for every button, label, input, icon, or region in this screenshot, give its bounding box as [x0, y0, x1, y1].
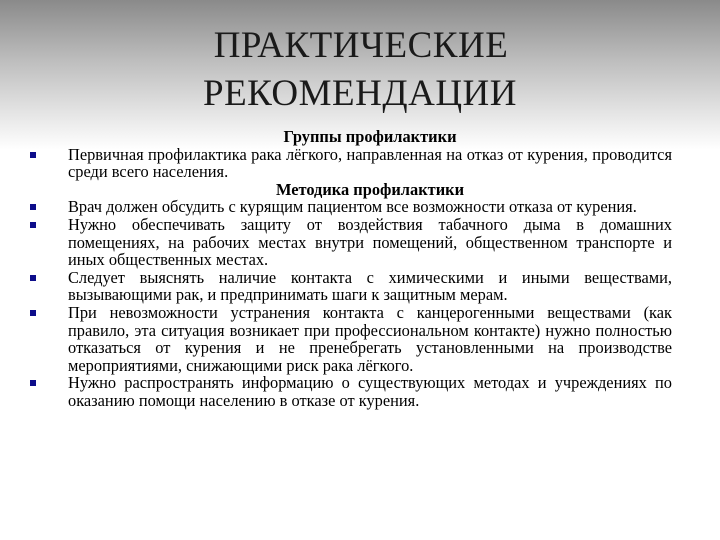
bullet-item — [68, 269, 672, 304]
bullet-text: Нужно распространять информацию о существующих методах и учреждениях по оказанию помощи населению в отказе от курения. — [68, 373, 672, 410]
bullet-item-primary-prevention — [68, 146, 672, 181]
bullet-item — [68, 374, 672, 409]
square-bullet-icon — [30, 275, 36, 281]
bullet-text: Первичная профилактика рака лёгкого, направленная на отказ от курения, проводится среди всего населения. — [68, 144, 672, 182]
bullet-text: Нужно обеспечивать защиту от воздействия табачного дыма в домашних помещениях, на рабочих местах внутри помещений, общественном транспорте и иных общественных местах. — [68, 214, 672, 270]
bullet-text: Врач должен обсудить с курящим пациентом все возможности отказа от курения. — [68, 197, 637, 217]
bullet-text: При невозможности устранения контакта с канцерогенными веществами (как правило, эта ситуация возникает при профессиональном контакте) нужно полностью отказаться от курения и не пренебрегать установленными на производстве мероприятиями, снижающими риск рака лёгкого. — [68, 302, 672, 375]
title-line-2: РЕКОМЕНДАЦИИ — [203, 73, 517, 114]
section-heading-prevention-groups: Группы профилактики — [283, 127, 457, 146]
section-heading-prevention-method: Методика профилактики — [275, 179, 465, 199]
square-bullet-icon — [30, 380, 36, 386]
slide-title — [0, 22, 720, 118]
bullet-text: Следует выяснять наличие контакта с химическими и иными веществами, вызывающими рак, и предпринимать шаги к защитным мерам. — [68, 267, 672, 305]
bullet-item — [68, 198, 672, 216]
slide-body — [68, 128, 672, 410]
bullet-item — [68, 304, 672, 374]
square-bullet-icon — [30, 204, 36, 210]
bullet-item — [68, 216, 672, 269]
square-bullet-icon — [30, 152, 36, 158]
title-line-1: ПРАКТИЧЕСКИЕ — [213, 25, 509, 66]
square-bullet-icon — [30, 310, 36, 316]
square-bullet-icon — [30, 222, 36, 228]
